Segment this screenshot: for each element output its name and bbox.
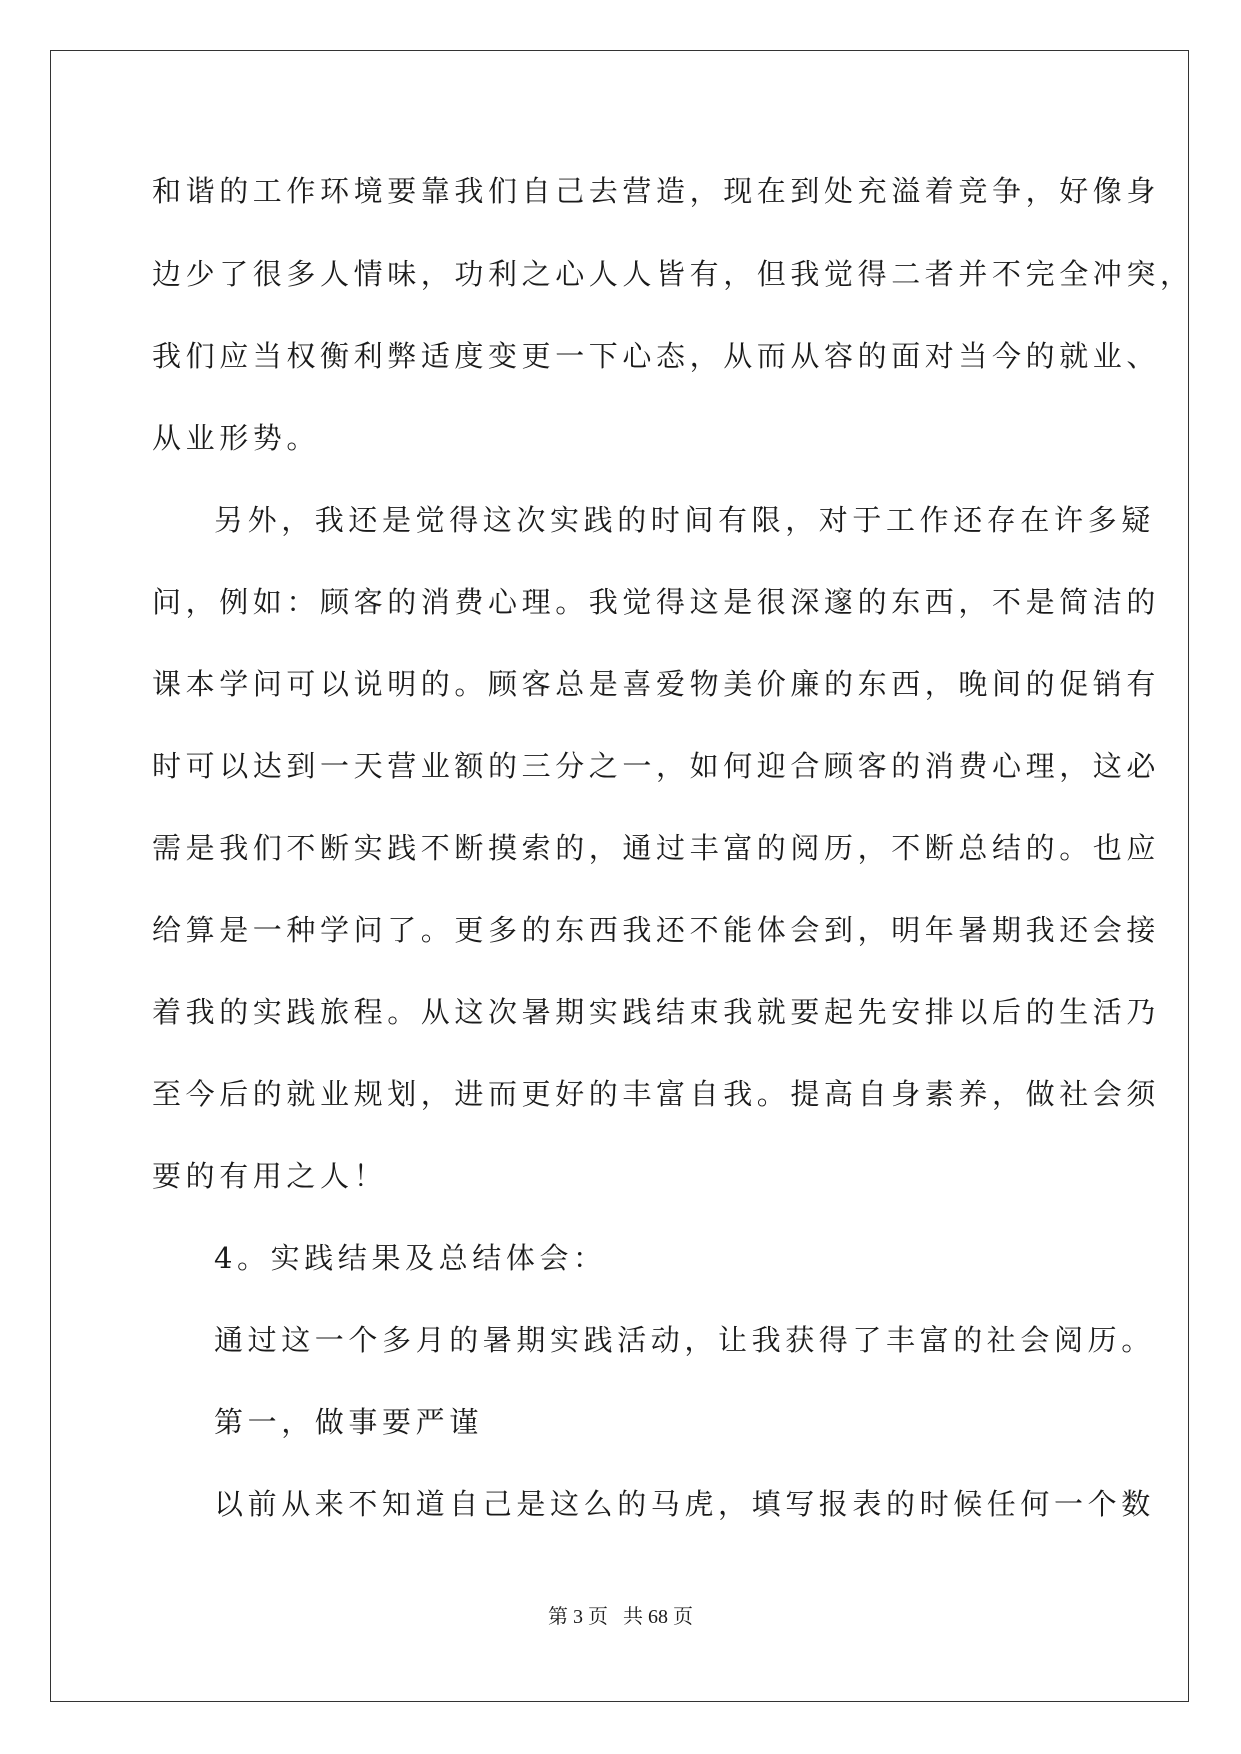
text-line: 课本学问可以说明的。顾客总是喜爱物美价廉的东西，晚间的促销有 <box>152 667 1161 701</box>
text-line: 问，例如：顾客的消费心理。我觉得这是很深邃的东西，不是简洁的 <box>152 585 1161 619</box>
page-total: 共 68 页 <box>623 1606 693 1628</box>
page-number: 第 3 页 <box>548 1606 608 1628</box>
text-line: 从业形势。 <box>152 421 321 455</box>
text-line: 着我的实践旅程。从这次暑期实践结束我就要起先安排以后的生活乃 <box>152 995 1161 1029</box>
text-line: 给算是一种学问了。更多的东西我还不能体会到，明年暑期我还会接 <box>152 913 1161 947</box>
page-footer <box>0 1600 1241 1629</box>
subheading: 第一，做事要严谨 <box>214 1405 483 1439</box>
text-line: 边少了很多人情味，功利之心人人皆有，但我觉得二者并不完全冲突， <box>152 257 1194 291</box>
text-line: 要的有用之人！ <box>152 1159 388 1193</box>
section-heading: 4。实践结果及总结体会： <box>214 1241 607 1275</box>
page-border <box>50 50 1189 1702</box>
paragraph-start-line: 以前从来不知道自己是这么的马虎，填写报表的时候任何一个数 <box>214 1487 1155 1521</box>
text-line: 我们应当权衡利弊适度变更一下心态，从而从容的面对当今的就业、 <box>152 339 1161 373</box>
paragraph-start-line: 另外，我还是觉得这次实践的时间有限，对于工作还存在许多疑 <box>214 503 1155 537</box>
text-line: 和谐的工作环境要靠我们自己去营造，现在到处充溢着竞争，好像身 <box>152 174 1161 208</box>
text-line: 需是我们不断实践不断摸索的，通过丰富的阅历，不断总结的。也应 <box>152 831 1161 865</box>
text-line: 时可以达到一天营业额的三分之一，如何迎合顾客的消费心理，这必 <box>152 749 1161 783</box>
paragraph-start-line: 通过这一个多月的暑期实践活动，让我获得了丰富的社会阅历。 <box>214 1323 1155 1357</box>
text-line: 至今后的就业规划，进而更好的丰富自我。提高自身素养，做社会须 <box>152 1077 1161 1111</box>
